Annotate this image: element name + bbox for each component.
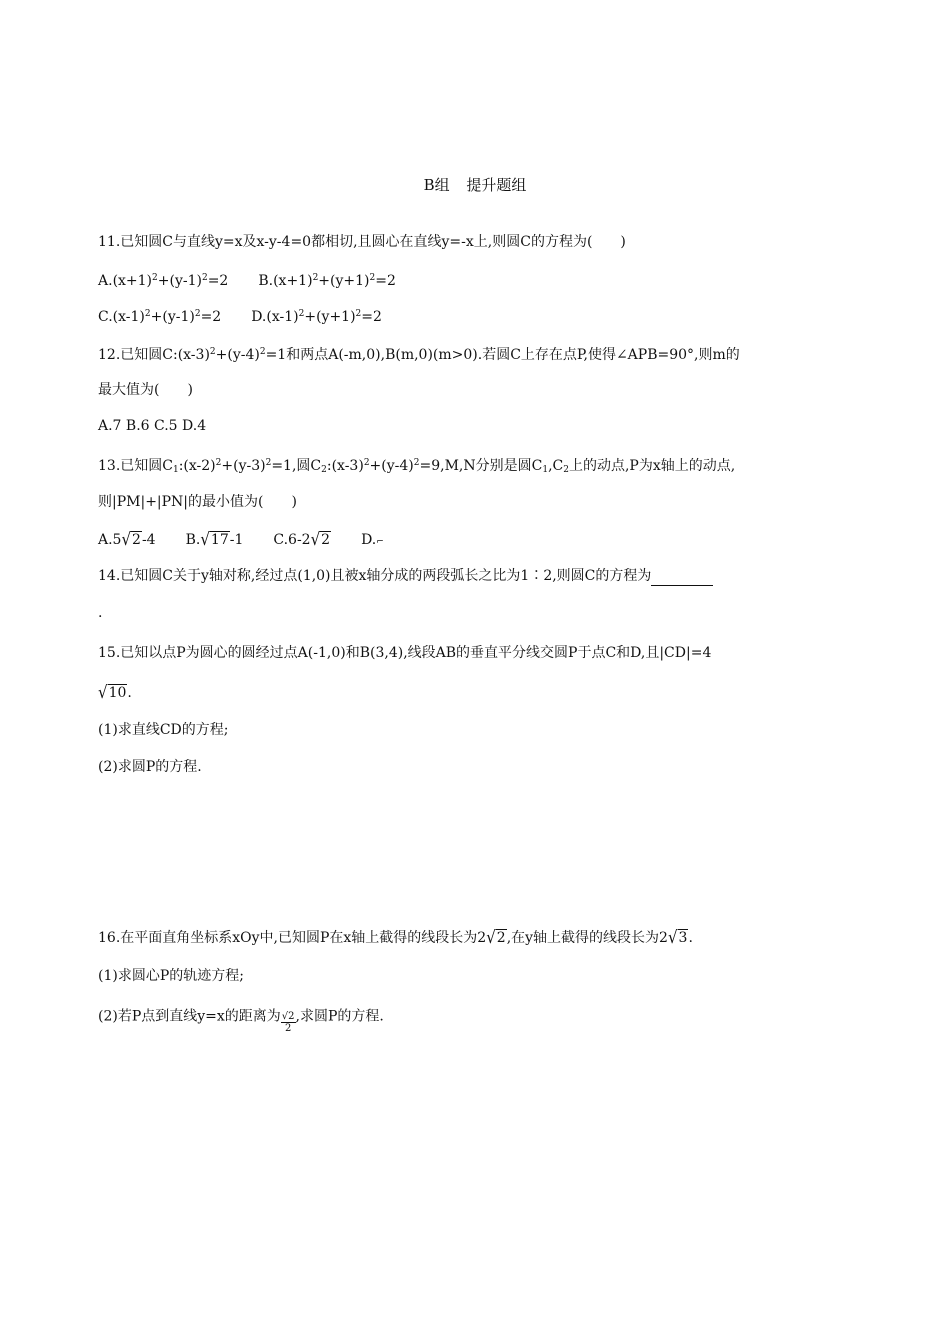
q15-sub1: (1)求直线CD的方程; [98, 722, 229, 738]
q13-options: A.5√2-4 B.√17-1 C.6-2√2 D.⌐ [98, 528, 384, 550]
q11-options-row1: $A.(x+1)^2+(y-1)^2=2$ $B.(x+1)^2+(y+1)^2=2$ [98, 273, 396, 289]
fraction-sqrt2-over-2: $\frac{√2}{2}$ [281, 1011, 295, 1034]
q16-sub2: (2)若P点到直线y=x的距离为 $\frac{√2}{2}$ ,求圆P的方程. [98, 1008, 384, 1034]
q11-stem: 11.已知圆C与直线y=x及x-y-4=0都相切,且圆心在直线y=-x上,则圆C的方程为( ) [98, 234, 626, 250]
q12-stem-line2: 最大值为( ) [98, 382, 193, 398]
section-group: B组 [423, 176, 450, 194]
q13-stem-line2: 则|PM|+|PN|的最小值为( ) [98, 494, 297, 510]
q16-stem: 16.在平面直角坐标系xOy中,已知圆P在x轴上截得的线段长为2√2,在y轴上截得的线段长为2√3. [98, 926, 693, 948]
q11-options-row2: $C.(x-1)^2+(y-1)^2=2$ $D.(x-1)^2+(y+1)^2=2$ [98, 309, 382, 325]
q13-stem-line1: 13.已知圆$C_1:(x-2)^2+(y-3)^2=1$,圆$C_2:(x-3)^2+(y-4)^2=9,M,N$分别是圆$C_1,C_2$上的动点,P为x轴上的动点, [98, 458, 736, 475]
answer-blank[interactable] [651, 569, 713, 586]
q12-options: A.7 B.6 C.5 D.4 [98, 418, 207, 434]
q14-tail: . [98, 605, 103, 621]
sqrt-2b: √2 [310, 528, 331, 550]
q15-sqrt10: √10. [98, 681, 132, 703]
q15-stem: 15.已知以点P为圆心的圆经过点A(-1,0)和B(3,4),线段AB的垂直平分线交圆P于点C和D,且|CD|=4 [98, 645, 712, 661]
section-name: 提升题组 [466, 176, 527, 194]
q15-sub2: (2)求圆P的方程. [98, 759, 202, 775]
sqrt-2: √2 [121, 528, 141, 550]
q16-sub1: (1)求圆心P的轨迹方程; [98, 968, 244, 984]
q14-stem: 14.已知圆C关于y轴对称,经过点(1,0)且被x轴分成的两段弧长之比为1∶2,则圆C的方程为 [98, 566, 713, 586]
q12-stem-line1: 12.已知圆$C:(x-3)^2+(y-4)^2=1$和两点A(-m,0),B(m,0)(m>0).若圆C上存在点P,使得∠APB=90°,则m的 [98, 347, 740, 363]
section-title [0, 174, 950, 195]
sqrt-17: √17 [200, 528, 229, 550]
